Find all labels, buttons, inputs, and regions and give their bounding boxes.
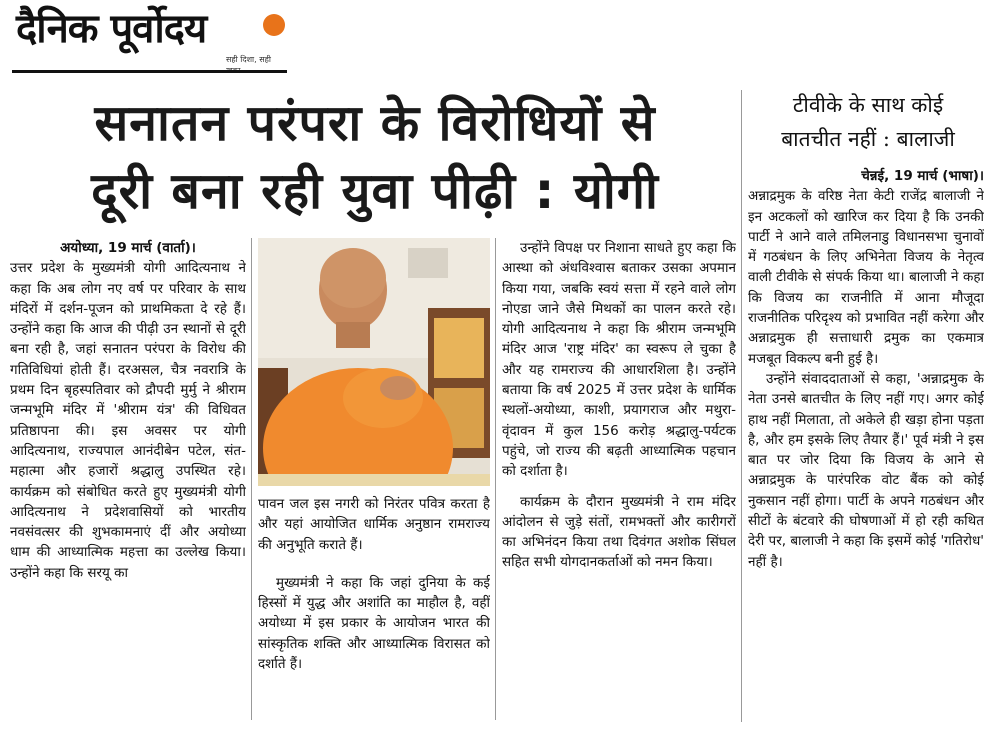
side-dateline: चेन्नई, 19 मार्च (भाषा)।	[861, 168, 984, 184]
side-article	[748, 166, 984, 722]
article-column-1-text: उत्तर प्रदेश के मुख्यमंत्री योगी आदित्यनाथ ने कहा कि अब लोग नए वर्ष पर परिवार के साथ मंदिरों में दर्शन-पूजन को प्राथमिकता दे रहे हैं। उन्होंने कहा कि आज की पीढ़ी उन स्थानों से दूरी बना रही है, जहां सनातन परंपरा के विरोध की गतिविधियां होती हैं। दरअसल, चैत्र नवरात्रि के प्रथम दिन बृहस्पतिवार को द्रौपदी मुर्मु ने श्रीराम जन्मभूमि मंदिर में 'श्रीराम यंत्र' की विधिवत प्रतिष्ठापना की। इस अवसर पर योगी आदित्यनाथ, राज्यपाल आनंदीबेन पटेल, संत-महात्मा और हजारों श्रद्धालु उपस्थित रहे। कार्यक्रम को संबोधित करते हुए मुख्यमंत्री योगी आदित्यनाथ ने प्रदेशवासियों को भारतीय नवसंवत्सर की शुभकामनाएं दीं और अयोध्या धाम की आध्यात्मिक महत्ता का उल्लेख किया। उन्होंने कहा कि सरयू का	[10, 260, 246, 581]
side-headline-line2: बातचीत नहीं : बालाजी	[781, 127, 955, 151]
article-column-2-para-1: पावन जल इस नगरी को निरंतर पवित्र करता है और यहां आयोजित धार्मिक अनुष्ठान रामराज्य की अनुभूति कराते हैं।	[258, 496, 490, 553]
article-column-3-para-1: उन्होंने विपक्ष पर निशाना साधते हुए कहा कि आस्था को अंधविश्वास बताकर उसका अपमान किया गया, जबकि स्वयं सत्ता में रहने वाले लोग नोएडा जाने जैसे मिथकों का पालन करते रहे। योगी आदित्यनाथ ने कहा कि श्रीराम जन्मभूमि मंदिर आज 'राष्ट्र मंदिर' का स्वरूप ले चुका है और यह रामराज्य की आधारशिला है। उन्होंने बताया कि वर्ष 2025 में उत्तर प्रदेश के धार्मिक स्थलों-अयोध्या, काशी, प्रयागराज और मथुरा-वृंदावन में कुल 156 करोड़ श्रद्धालु-पर्यटक पहुंचे, जो राज्य की बढ़ती आध्यात्मिक पहचान को दर्शाता है।	[502, 240, 736, 480]
main-headline-line2: दूरी बना रही युवा पीढ़ी : योगी	[91, 162, 659, 220]
column-divider	[495, 238, 496, 720]
main-headline-line1: सनातन परंपरा के विरोधियों से	[94, 94, 656, 152]
article-column-3-para-2: कार्यक्रम के दौरान मुख्यमंत्री ने राम मंदिर आंदोलन से जुड़े संतों, रामभक्तों और कारीगरों का अभिनंदन किया तथा दिवंगत अशोक सिंघल सहित सभी योगदानकर्ताओं को नमन किया।	[502, 493, 736, 571]
column-divider	[741, 90, 742, 722]
article-column-1	[10, 238, 246, 722]
article-column-2-para-2: मुख्यमंत्री ने कहा कि जहां दुनिया के कई हिस्सों में युद्ध और अशांति का माहौल है, वहीं अयोध्या में इस प्रकार के आयोजन भारत की सांस्कृतिक शक्ति और आध्यात्मिक विरासत को दर्शाते हैं।	[258, 574, 490, 673]
article-column-3	[502, 238, 736, 722]
masthead	[12, 6, 287, 72]
yogi-photo	[258, 238, 490, 486]
side-article-para-1: अन्नाद्रमुक के वरिष्ठ नेता केटी राजेंद्र बालाजी ने इन अटकलों को खारिज कर दिया है कि उनकी पार्टी ने आने वाले तमिलनाडु विधानसभा चुनावों में गठबंधन के लिए अभिनेता विजय के नेतृत्व वाली टीवीके से संपर्क किया था। बालाजी ने कहा कि विजय का राजनीति में आना मौजूदा राजनीतिक परिदृश्य को प्रभावित नहीं करेगा और अन्नाद्रमुक ही सत्ताधारी द्रमुक का एकमात्र मजबूत विकल्प बनी हुई है।	[748, 188, 984, 367]
masthead-rule	[12, 70, 287, 73]
main-dateline: अयोध्या, 19 मार्च (वार्ता)।	[60, 240, 196, 256]
side-article-para-2: उन्होंने संवाददाताओं से कहा, 'अन्नाद्रमुक के नेता उनसे बातचीत के लिए नहीं गए। अगर कोई हाथ नहीं मिलाता, तो अकेले ही खड़ा होना पड़ता है, और हम इसके लिए तैयार हैं।' पूर्व मंत्री ने इस बात पर जोर दिया कि विजय के आने से अन्नाद्रमुक के पारंपरिक वोट बैंक को कोई नुकसान नहीं होगा। पार्टी के अपने गठबंधन और सीटों के बंटवारे की घोषणाओं में हो रही कथित देरी पर, बालाजी ने कहा कि इसमें कोई 'गतिरोध' नहीं है।	[748, 370, 984, 570]
column-divider	[251, 238, 252, 720]
side-headline-line1: टीवीके के साथ कोई	[792, 93, 944, 117]
newspaper-logo: दैनिक पूर्वोदय	[16, 6, 207, 52]
article-column-2	[258, 494, 490, 722]
logo-sun-icon	[263, 14, 285, 36]
masthead-tagline: सही दिशा, सही	[226, 55, 271, 64]
